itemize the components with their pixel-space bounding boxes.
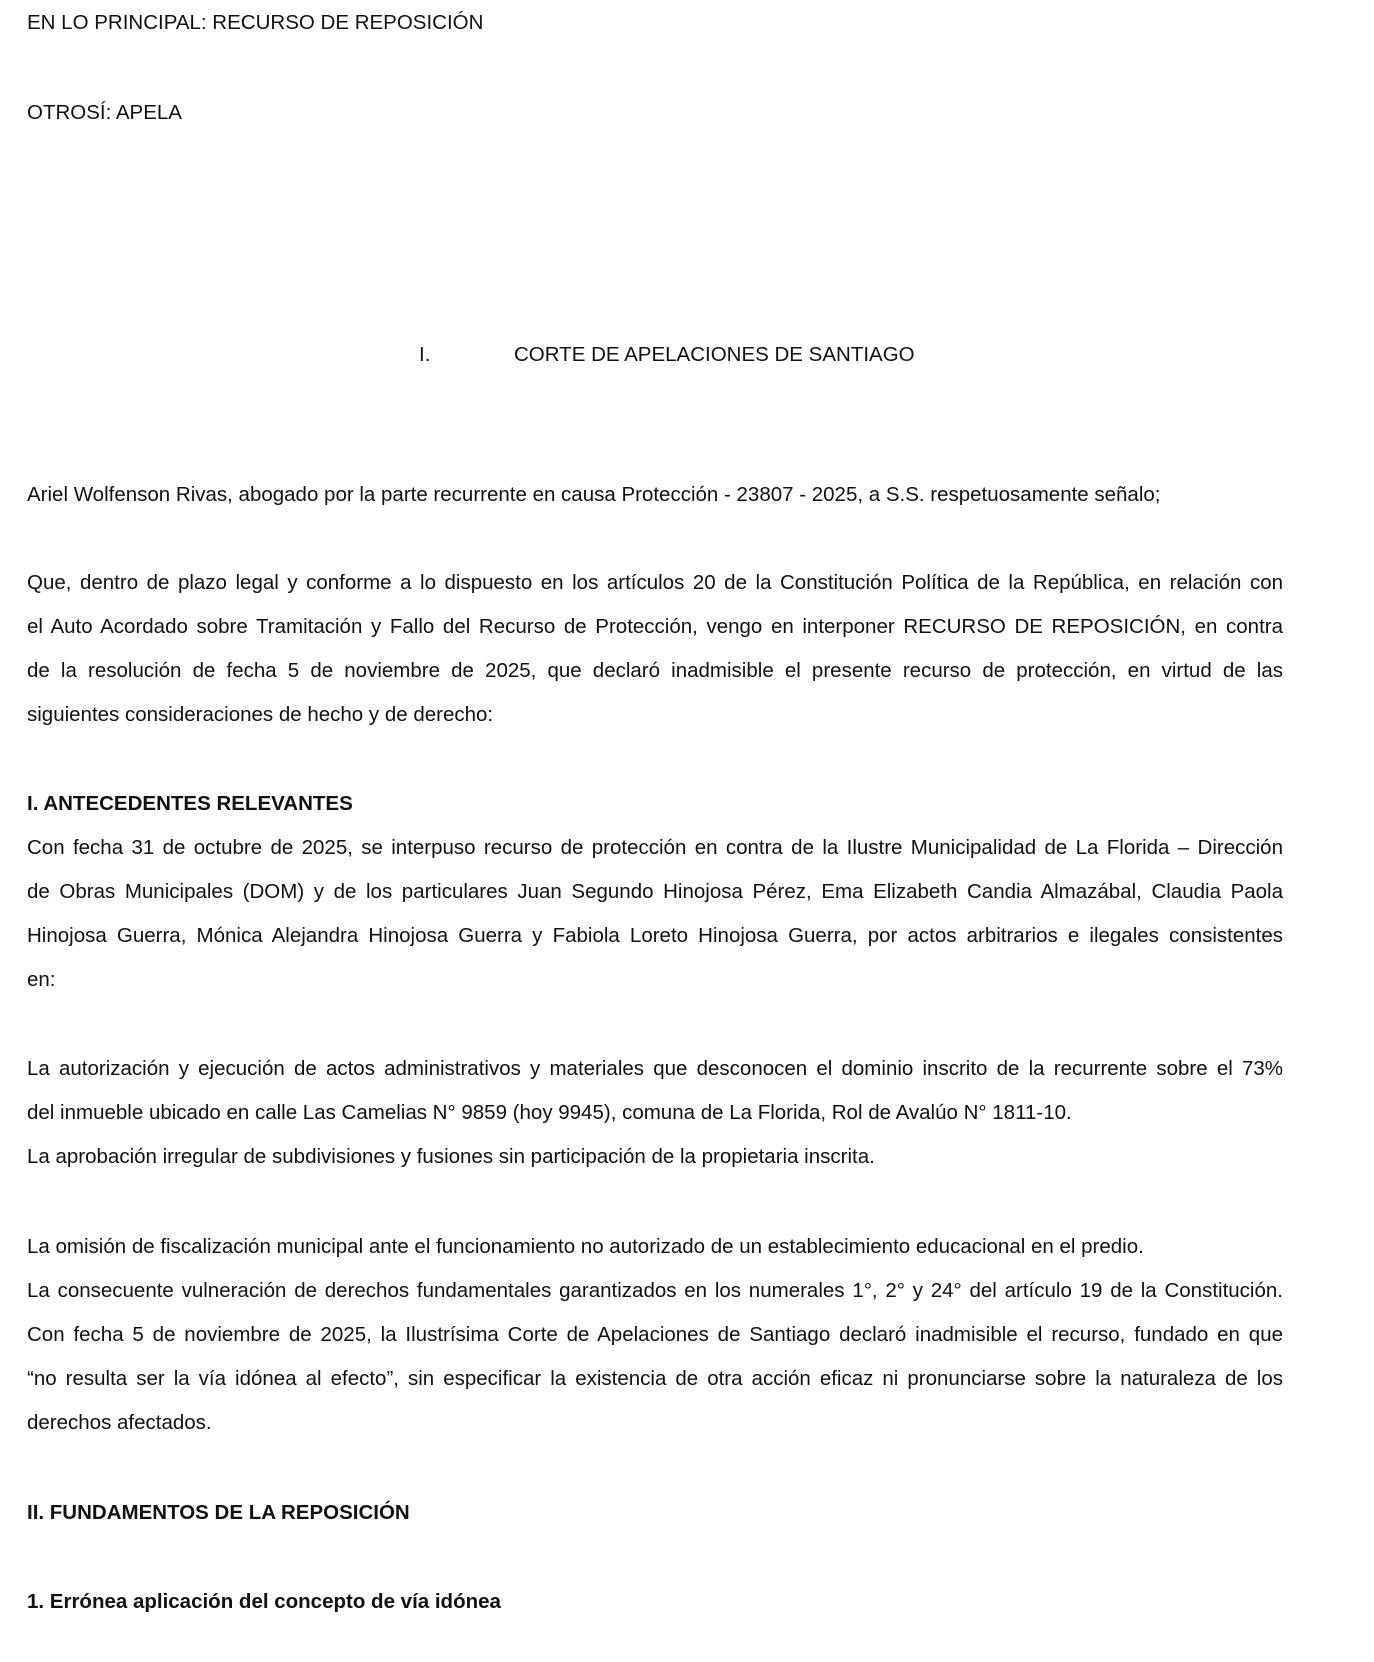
paragraph1-line: de la resolución de fecha 5 de noviembre de 2025, que declaró inadmisible el presente recurso de protección, en virtud de las	[27, 659, 1283, 682]
list-item: derechos afectados.	[27, 1411, 212, 1434]
list-item: “no resulta ser la vía idónea al efecto”, sin especificar la existencia de otra acción eficaz ni pronunciarse sobre la naturaleza de los	[27, 1367, 1283, 1390]
section1-paragraph-line: de Obras Municipales (DOM) y de los particulares Juan Segundo Hinojosa Pérez, Ema Elizabeth Candia Almazábal, Claudia Paola	[27, 880, 1283, 903]
section1-paragraph-line: en:	[27, 968, 56, 991]
paragraph1-line: Que, dentro de plazo legal y conforme a lo dispuesto en los artículos 20 de la Constitución Política de la República, en relación con	[27, 571, 1283, 594]
intro-line: Ariel Wolfenson Rivas, abogado por la parte recurrente en causa Protección - 23807 - 2025, a S.S. respetuosamente señalo;	[27, 483, 1161, 506]
list-item: La omisión de fiscalización municipal ante el funcionamiento no autorizado de un establecimiento educacional en el predio.	[27, 1235, 1144, 1258]
paragraph1-line: el Auto Acordado sobre Tramitación y Fallo del Recurso de Protección, vengo en interponer RECURSO DE REPOSICIÓN, en contra	[27, 615, 1283, 638]
list-item: La consecuente vulneración de derechos fundamentales garantizados en los numerales 1°, 2° y 24° del artículo 19 de la Constitución.	[27, 1279, 1283, 1302]
section2-subtitle: 1. Errónea aplicación del concepto de vía idónea	[27, 1590, 501, 1613]
list-item: La autorización y ejecución de actos administrativos y materiales que desconocen el dominio inscrito de la recurrente sobre el 73%	[27, 1057, 1283, 1080]
section2-title: II. FUNDAMENTOS DE LA REPOSICIÓN	[27, 1501, 410, 1524]
section1-paragraph-line: Hinojosa Guerra, Mónica Alejandra Hinojosa Guerra y Fabiola Loreto Hinojosa Guerra, por actos arbitrarios e ilegales consistentes	[27, 924, 1283, 947]
list-item: del inmueble ubicado en calle Las Camelias N° 9859 (hoy 9945), comuna de La Florida, Rol de Avalúo N° 1811-10.	[27, 1101, 1072, 1124]
list-item: Con fecha 5 de noviembre de 2025, la Ilustrísima Corte de Apelaciones de Santiago declaró inadmisible el recurso, fundado en que	[27, 1323, 1283, 1346]
header-otrosi: OTROSÍ: APELA	[27, 101, 182, 124]
section1-title: I. ANTECEDENTES RELEVANTES	[27, 792, 353, 815]
section1-paragraph-line: Con fecha 31 de octubre de 2025, se interpuso recurso de protección en contra de la Ilustre Municipalidad de La Florida – Dirección	[27, 836, 1283, 859]
header-principal: EN LO PRINCIPAL: RECURSO DE REPOSICIÓN	[27, 11, 484, 34]
list-item: La aprobación irregular de subdivisiones y fusiones sin participación de la propietaria inscrita.	[27, 1145, 875, 1168]
paragraph1-line: siguientes consideraciones de hecho y de derecho:	[27, 703, 494, 726]
court-heading-number: I.	[419, 343, 431, 366]
court-heading-title: CORTE DE APELACIONES DE SANTIAGO	[514, 343, 915, 366]
